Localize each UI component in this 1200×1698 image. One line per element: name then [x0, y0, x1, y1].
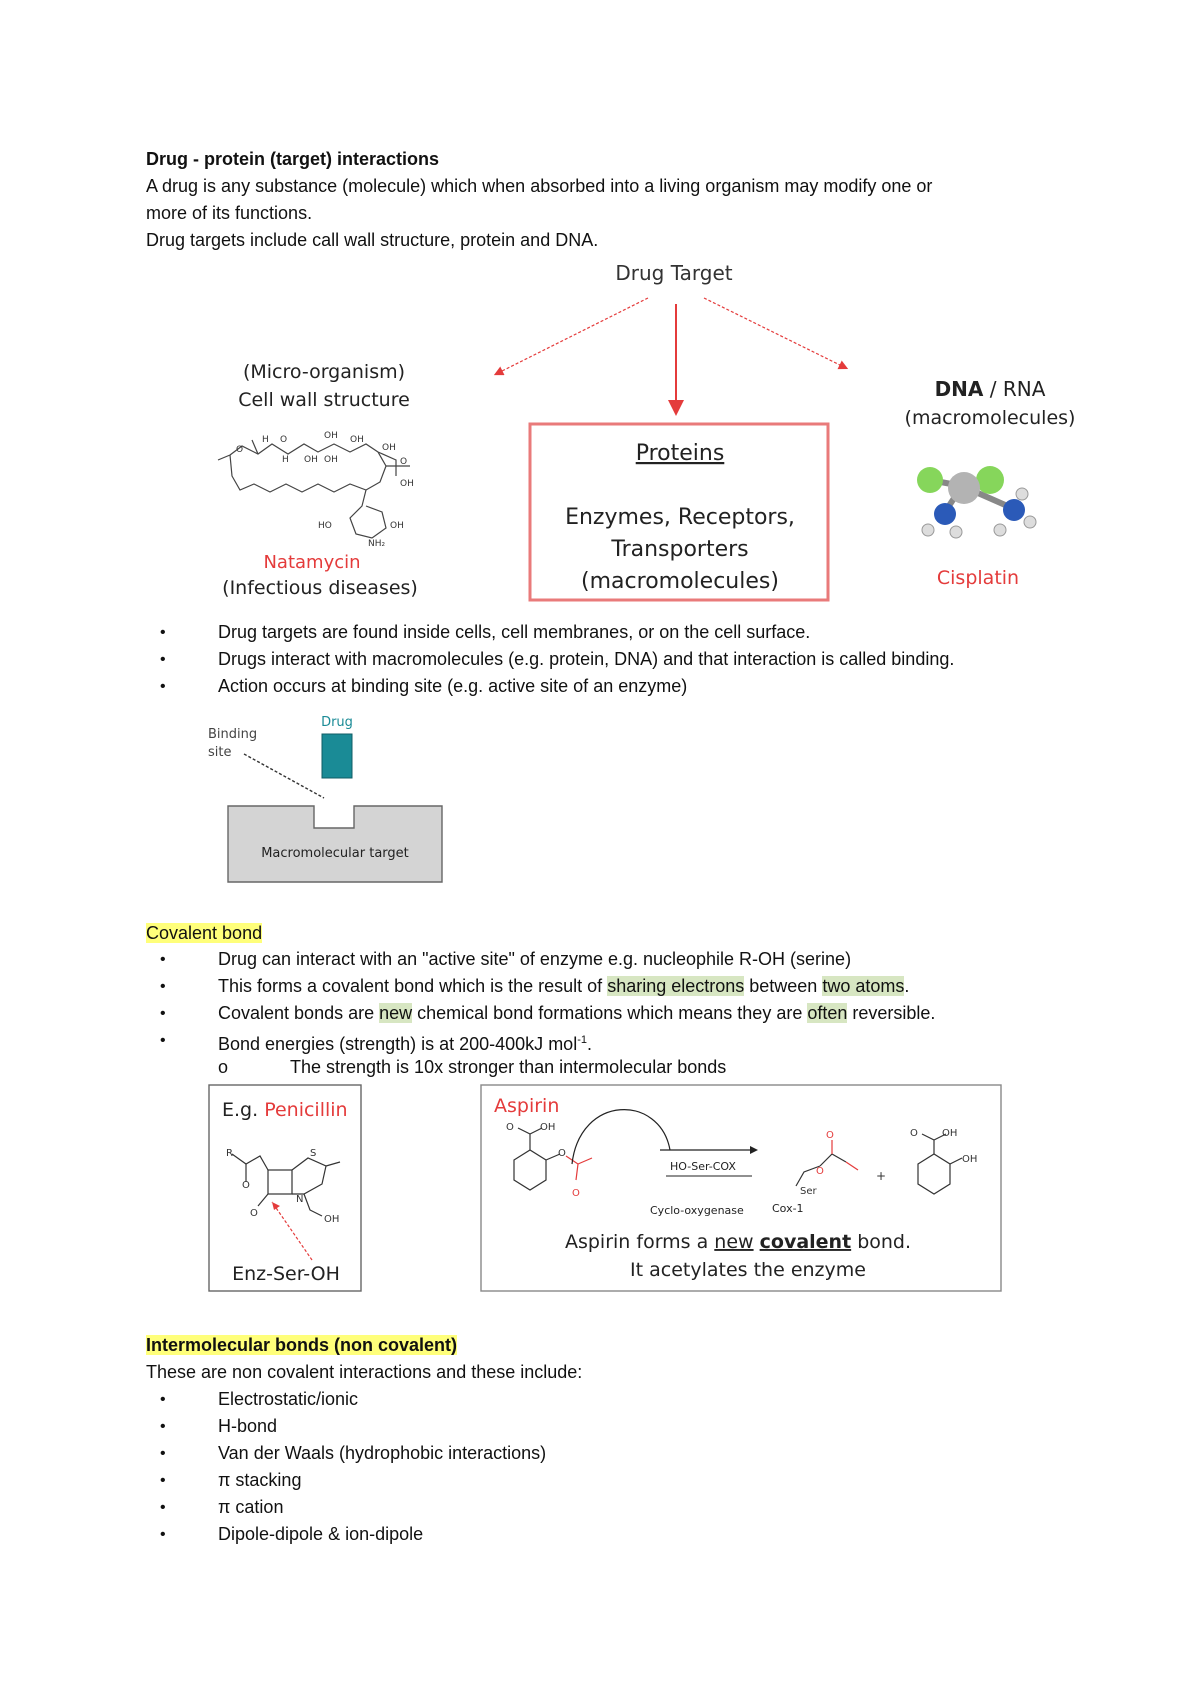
covalent-heading-text: Covalent bond	[146, 923, 263, 943]
bullet-text: Drugs interact with macromolecules (e.g. protein, DNA) and that interaction is called binding.	[218, 649, 955, 669]
drug-target-heading: Drug Target	[615, 261, 733, 285]
aspirin-atom-o1: O	[506, 1122, 514, 1133]
bullet-glyph: •	[160, 1032, 166, 1049]
arrow-to-dna	[704, 298, 846, 368]
ser-label: Ser	[800, 1186, 817, 1197]
bullet-text: π stacking	[218, 1470, 302, 1490]
natamycin-atom-oh5: OH	[382, 443, 396, 453]
natamycin-atom-oh1: OH	[324, 431, 338, 441]
bullet-glyph: •	[160, 1499, 166, 1516]
salicylic-atom-oh2: OH	[962, 1154, 978, 1165]
b3-post: reversible.	[847, 1003, 936, 1023]
atom-oh: OH	[324, 1214, 340, 1225]
cell-wall-top-label: (Micro-organism)	[242, 361, 406, 383]
aspirin-atom-o3: O	[572, 1188, 580, 1199]
atom-o-2: O	[250, 1208, 258, 1219]
bullet-text	[218, 1000, 935, 1027]
binding-site-pointer	[244, 754, 324, 798]
bullet-text: π cation	[218, 1497, 284, 1517]
bullet-glyph: •	[160, 951, 166, 968]
natamycin-atom-nh2: NH₂	[368, 539, 386, 549]
bullet-text: H-bond	[218, 1416, 278, 1436]
bullet-glyph: •	[160, 978, 166, 995]
cell-wall-label: Cell wall structure	[238, 389, 410, 411]
b4-superscript: -1	[577, 1034, 587, 1046]
aspirin-atom-o2: O	[558, 1148, 566, 1159]
section-title: Drug - protein (target) interactions	[146, 149, 440, 169]
natamycin-atom-ho: HO	[318, 521, 332, 531]
b3-pre: Covalent bonds are	[218, 1003, 380, 1023]
b3-mid: chemical bond formations which means they are	[412, 1003, 808, 1023]
enzyme-name-label: Cyclo-oxygenase	[650, 1204, 744, 1217]
natamycin-atom-oh4: OH	[324, 455, 338, 465]
intro-line-2: more of its functions.	[146, 203, 313, 223]
bullet-text: Drug can interact with an "active site" of enzyme e.g. nucleophile R-OH (serine)	[218, 949, 852, 969]
bullet-glyph: •	[160, 1472, 166, 1489]
bullet-glyph: •	[160, 1005, 166, 1022]
cisplatin-label: Cisplatin	[936, 567, 1020, 589]
bullet-text: Dipole-dipole & ion-dipole	[218, 1524, 424, 1544]
proteins-line-1: Enzymes, Receptors,	[565, 505, 795, 530]
b2-pre: This forms a covalent bond which is the result of	[218, 976, 608, 996]
natamycin-atom-oh3: OH	[304, 455, 318, 465]
bullet-text: Electrostatic/ionic	[218, 1389, 359, 1409]
natamycin-atom-h1: H	[262, 435, 269, 445]
infectious-diseases-label: (Infectious diseases)	[222, 577, 418, 599]
drug-label: Drug	[321, 715, 353, 730]
aspirin-atom-o5: O	[816, 1166, 824, 1177]
bullet-text: Van der Waals (hydrophobic interactions)	[218, 1443, 547, 1463]
intro-line-1: A drug is any substance (molecule) which when absorbed into a living organism may modify one or	[146, 176, 933, 196]
highlight-sharing-electrons: sharing electrons	[607, 976, 745, 996]
bullet-glyph: •	[160, 651, 166, 668]
sub-bullet-text: The strength is 10x stronger than intermolecular bonds	[290, 1057, 727, 1077]
bullet-glyph: •	[160, 1391, 166, 1408]
aspirin-atom-oh1: OH	[540, 1122, 556, 1133]
salicylic-atom-o: O	[910, 1128, 918, 1139]
drug-block	[322, 734, 352, 778]
enzyme-short-label: Cox-1	[772, 1202, 804, 1215]
highlight-often: often	[807, 1003, 848, 1023]
bullet-text: Action occurs at binding site (e.g. active site of an enzyme)	[218, 676, 688, 696]
drug-target-diagram	[200, 250, 1100, 610]
proteins-line-3: (macromolecules)	[581, 569, 779, 594]
proteins-line-2: Transporters	[611, 537, 749, 562]
natamycin-atom-h2: H	[282, 455, 289, 465]
plus-sign: +	[876, 1169, 887, 1183]
bullet-text: Drug targets are found inside cells, cell membranes, or on the cell surface.	[218, 622, 811, 642]
salicylic-atom-oh1: OH	[942, 1128, 958, 1139]
natamycin-atom-oh7: OH	[390, 521, 404, 531]
intermolecular-heading	[146, 1332, 457, 1358]
aspirin-caption-2: It acetylates the enzyme	[630, 1259, 866, 1281]
intermolecular-heading-text: Intermolecular bonds (non covalent)	[146, 1335, 458, 1355]
intermolecular-intro: These are non covalent interactions and these include:	[146, 1362, 583, 1382]
aspirin-atom-o4: O	[826, 1130, 834, 1141]
bullet-glyph: •	[160, 678, 166, 695]
bullet-glyph: •	[160, 1445, 166, 1462]
atom-o-1: O	[242, 1180, 250, 1191]
b4-pre: Bond energies (strength) is at 200-400kJ mol	[218, 1034, 578, 1054]
natamycin-atom-o1: O	[280, 435, 288, 445]
dna-macromolecules-label: (macromolecules)	[904, 407, 1076, 429]
enz-ser-oh-label: Enz-Ser-OH	[232, 1263, 340, 1285]
natamycin-atom-oh2: OH	[350, 435, 364, 445]
natamycin-atom-oh6: OH	[400, 479, 414, 489]
bullet-glyph: •	[160, 1526, 166, 1543]
b2-mid: between	[744, 976, 823, 996]
aspirin-figure	[480, 1084, 1004, 1294]
sub-bullet-marker: o	[218, 1057, 229, 1077]
binding-site-label-1: Binding	[208, 727, 258, 742]
macromolecular-target-label: Macromolecular target	[261, 846, 409, 861]
natamycin-atom-o3: O	[236, 445, 244, 455]
atom-r: R	[226, 1148, 233, 1159]
b2-post: .	[904, 976, 910, 996]
binding-site-diagram	[200, 706, 460, 886]
natamycin-atom-o2: O	[400, 457, 408, 467]
natamycin-label: Natamycin	[263, 552, 361, 573]
cisplatin-molecule	[917, 466, 1036, 538]
aspirin-title: Aspirin	[494, 1095, 560, 1117]
aspirin-caption-1: Aspirin forms a new covalent bond.	[564, 1231, 912, 1253]
covalent-heading	[146, 920, 262, 946]
bullet-text	[218, 973, 909, 1000]
highlight-new: new	[379, 1003, 413, 1023]
atom-s: S	[310, 1148, 317, 1159]
intro-line-3: Drug targets include call wall structure, protein and DNA.	[146, 230, 599, 250]
b4-post: .	[586, 1034, 592, 1054]
penicillin-figure	[208, 1084, 364, 1294]
atom-n: N	[296, 1194, 304, 1205]
penicillin-title: E.g. Penicillin	[222, 1099, 348, 1121]
binding-site-label-2: site	[208, 745, 232, 760]
highlight-two-atoms: two atoms	[822, 976, 905, 996]
macromolecular-target-shape	[228, 806, 442, 882]
dna-rna-label: DNA / RNA	[934, 377, 1046, 401]
proteins-title: Proteins	[635, 441, 725, 466]
reagent-label: HO-Ser-COX	[670, 1160, 736, 1173]
bullet-glyph: •	[160, 1418, 166, 1435]
bullet-glyph: •	[160, 624, 166, 641]
arrow-to-cell-wall	[496, 298, 648, 374]
